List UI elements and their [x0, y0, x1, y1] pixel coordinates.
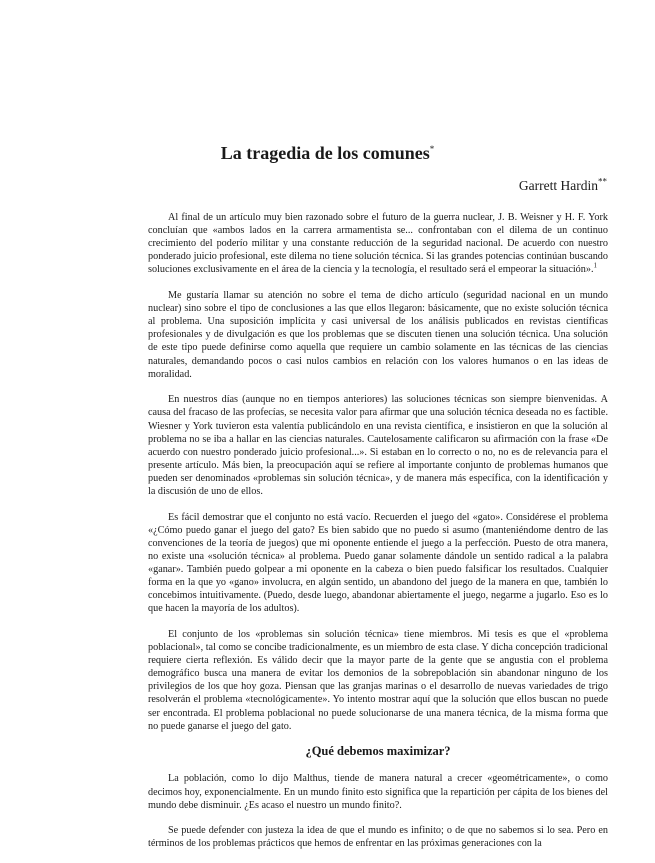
article-body — [148, 211, 608, 863]
paragraph: La población, como lo dijo Malthus, tiende de manera natural a crecer «geométricamente», o como decimos hoy, exponencialmente. En un mundo finito esto significa que la repartición per cápita de los bienes del mundo debe disminuir. ¿Es acaso el nuestro un mundo finito?. — [148, 773, 608, 811]
paragraph — [148, 211, 608, 276]
author-text: Garrett Hardin — [518, 178, 598, 193]
paragraph: El conjunto de los «problemas sin solución técnica» tiene miembros. Mi tesis es que el «problema poblacional», tal como se concibe tradicionalmente, es un miembro de esta clase. Y dicha concepción tradicional requiere cierta reflexión. Es válido decir que la mayor parte de la gente que se angustia con el problema demográfico busca una manera de evitar los demonios de la sobrepoblación sin abandonar ninguno de los privilegios de los que hoy goza. Piensan que las granjas marinas o el desarrollo de nuevas variedades de trigo resolverán el problema «tecnológicamente». Yo intento mostrar aquí que la solución que ellos buscan no puede ser encontrada. El problema poblacional no puede solucionarse de una manera técnica, de la misma forma que no puede ganarse el juego del gato. — [148, 629, 608, 732]
document-title — [0, 143, 655, 164]
paragraph: Es fácil demostrar que el conjunto no está vacío. Recuerden el juego del «gato». Considérese el problema «¿Cómo puedo ganar el juego del gato? Es bien sabido que no puedo si asumo (manteniéndome dentro de las convenciones de la teoría de juegos) que mi oponente entiende el juego a la perfección. Puesto de otra manera, no existe una «solución técnica» al problema. Puedo ganar solamente dándole un sentido radical a la palabra «ganar». También puedo golpear a mi oponente en la cabeza o bien puedo falsificar los resultados. Cualquier forma en la que yo «gano» involucra, en algún sentido, un abandono del juego de la manera en que, también lo concebimos intuitivamente. (Puedo, desde luego, abandonar abiertamente el juego, negarme a jugarlo. Eso es lo que hacen la mayoría de los adultos). — [148, 511, 608, 615]
author-name — [519, 178, 607, 194]
paragraph: En nuestros días (aunque no en tiempos anteriores) las soluciones técnicas son siempre bienvenidas. A causa del fracaso de las profecías, se necesita valor para afirmar que una solución técnica deseada no es factible. Wiesner y York tuvieron esta valentía publicándolo en una revista científica, e insistieron en que la solución al problema no se iba a hallar en las ciencias naturales. Cautelosamente calificaron su afirmación con la frase «De acuerdo con nuestro ponderado juicio profesional...». Si estaban en lo correcto o no, no es de relevancia para el presente artículo. Más bien, la preocupación aquí se refiere al importante conjunto de problemas humanos que pueden ser denominados «problemas sin solución técnica», y de manera más específica, con la identificación y la discusión de uno de ellos. — [148, 394, 608, 497]
paragraph: Se puede defender con justeza la idea de que el mundo es infinito; o de que no sabemos si lo sea. Pero en términos de los problemas prácticos que hemos de enfrentar en las próximas generaciones con la — [148, 825, 608, 850]
paragraph-text: Al final de un artículo muy bien razonado sobre el futuro de la guerra nuclear, J. B. Weisner y H. F. York concluían que «ambos lados en la carrera armamentista se... confrontaban con el dilema de un continuo crecimiento del poderío militar y una constante reducción de la seguridad nacional. De acuerdo con nuestro ponderado juicio profesional, este dilema no tiene solución técnica. Si las grandes potencias continúan buscando soluciones exclusivamente en el área de la ciencia y la tecnología, el resultado será el empeorar la situación». — [148, 212, 608, 276]
footnote-ref: 1 — [593, 261, 598, 270]
author-footnote-marker: ** — [598, 176, 607, 187]
section-heading: ¿Qué debemos maximizar? — [305, 744, 451, 759]
title-text: La tragedia de los comunes — [220, 143, 430, 163]
paragraph: Me gustaría llamar su atención no sobre el tema de dicho artículo (seguridad nacional en un mundo nuclear) sino sobre el tipo de conclusiones a las que ellos llegaron: básicamente, que no existe solución técnica al problema. Una suposición implícita y casi universal de los análisis publicados en revistas científicas profesionales y de divulgación es que los problemas que se discuten tienen una solución técnica. Una solución de este tipo puede definirse como aquella que requiere un cambio solamente en las técnicas de las ciencias naturales, demandando pocos o casi nulos cambios en relación con los valores humanos o en las ideas de moralidad. — [148, 290, 608, 380]
title-footnote-marker: * — [429, 144, 435, 154]
